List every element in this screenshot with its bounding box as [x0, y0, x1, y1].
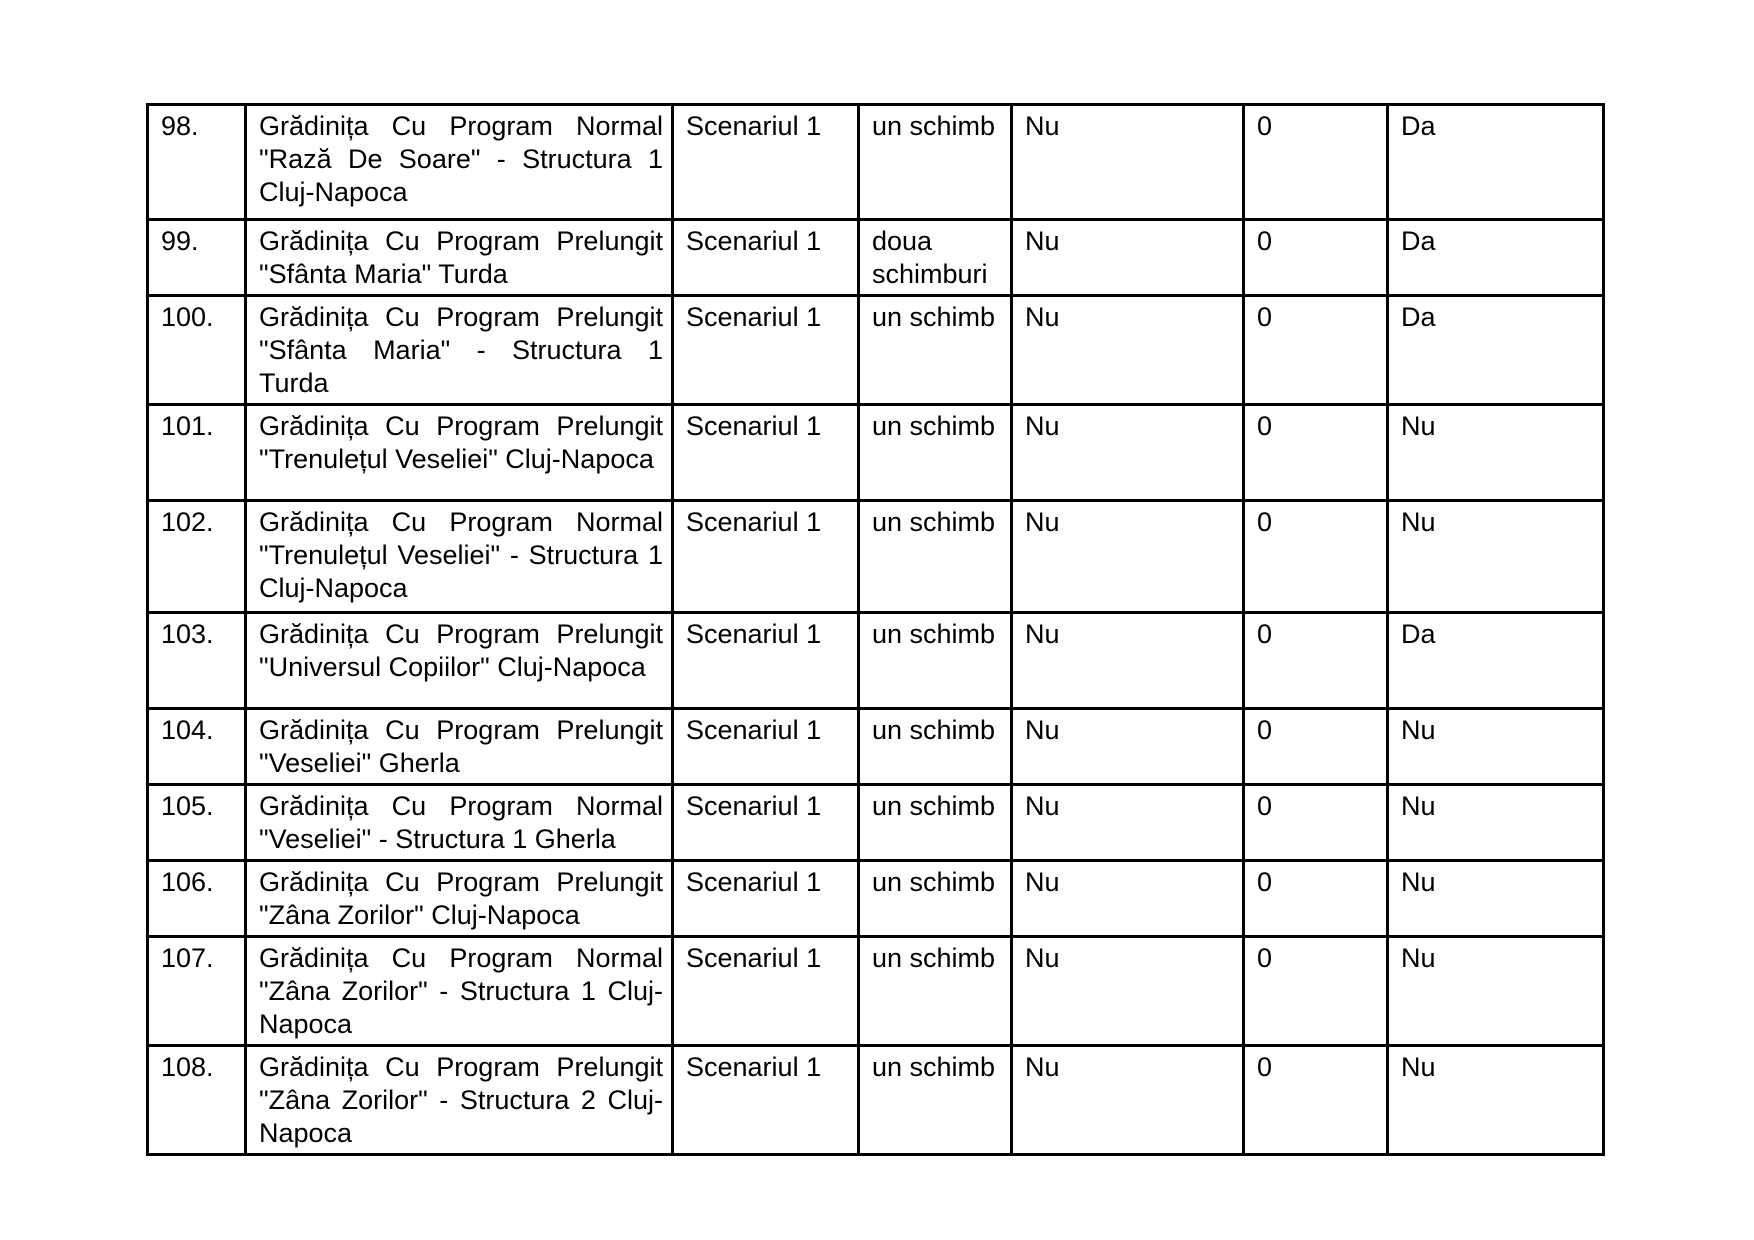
table-row — [148, 937, 1604, 1046]
shift-type-cell: un schimb — [859, 296, 1012, 405]
status-cell-7: Nu — [1388, 501, 1604, 613]
row-number-cell: 104. — [148, 709, 246, 785]
count-cell-6: 0 — [1244, 296, 1388, 405]
status-cell-7: Da — [1388, 220, 1604, 296]
status-cell-5: Nu — [1012, 785, 1244, 861]
count-cell-6: 0 — [1244, 501, 1388, 613]
table-row — [148, 220, 1604, 296]
status-cell-7: Nu — [1388, 861, 1604, 937]
scenario-cell: Scenariul 1 — [673, 709, 859, 785]
count-cell-6: 0 — [1244, 220, 1388, 296]
scenario-cell: Scenariul 1 — [673, 501, 859, 613]
shift-type-cell: un schimb — [859, 861, 1012, 937]
scenario-cell: Scenariul 1 — [673, 220, 859, 296]
scenario-cell: Scenariul 1 — [673, 613, 859, 709]
status-cell-5: Nu — [1012, 501, 1244, 613]
status-cell-5: Nu — [1012, 937, 1244, 1046]
table-row — [148, 1046, 1604, 1155]
count-cell-6: 0 — [1244, 937, 1388, 1046]
status-cell-5: Nu — [1012, 105, 1244, 220]
row-number-cell: 106. — [148, 861, 246, 937]
status-cell-7: Da — [1388, 613, 1604, 709]
institution-name-cell: Grădinița Cu Program Prelungit "Universul Copiilor" Cluj-Napoca — [246, 613, 673, 709]
shift-type-cell: un schimb — [859, 613, 1012, 709]
institution-name-cell: Grădinița Cu Program Prelungit "Zâna Zorilor" Cluj-Napoca — [246, 861, 673, 937]
institution-name-cell: Grădinița Cu Program Prelungit "Zâna Zorilor" - Structura 2 Cluj-Napoca — [246, 1046, 673, 1155]
institutions-table-body — [148, 105, 1604, 1155]
status-cell-5: Nu — [1012, 861, 1244, 937]
row-number-cell: 107. — [148, 937, 246, 1046]
scenario-cell: Scenariul 1 — [673, 105, 859, 220]
scenario-cell: Scenariul 1 — [673, 296, 859, 405]
institution-name-cell: Grădinița Cu Program Prelungit "Trenulețul Veseliei" Cluj-Napoca — [246, 405, 673, 501]
shift-type-cell: un schimb — [859, 405, 1012, 501]
institution-name-cell: Grădinița Cu Program Prelungit "Sfânta Maria" Turda — [246, 220, 673, 296]
status-cell-5: Nu — [1012, 405, 1244, 501]
institution-name-cell: Grădinița Cu Program Normal "Trenulețul Veseliei" - Structura 1 Cluj-Napoca — [246, 501, 673, 613]
count-cell-6: 0 — [1244, 613, 1388, 709]
count-cell-6: 0 — [1244, 1046, 1388, 1155]
status-cell-7: Nu — [1388, 1046, 1604, 1155]
count-cell-6: 0 — [1244, 861, 1388, 937]
institution-name-cell: Grădinița Cu Program Prelungit "Veseliei" Gherla — [246, 709, 673, 785]
shift-type-cell: un schimb — [859, 785, 1012, 861]
shift-type-cell: un schimb — [859, 1046, 1012, 1155]
row-number-cell: 101. — [148, 405, 246, 501]
row-number-cell: 100. — [148, 296, 246, 405]
count-cell-6: 0 — [1244, 105, 1388, 220]
count-cell-6: 0 — [1244, 709, 1388, 785]
status-cell-5: Nu — [1012, 613, 1244, 709]
institution-name-cell: Grădinița Cu Program Normal "Veseliei" - Structura 1 Gherla — [246, 785, 673, 861]
table-row — [148, 296, 1604, 405]
table-row — [148, 785, 1604, 861]
row-number-cell: 105. — [148, 785, 246, 861]
scenario-cell: Scenariul 1 — [673, 861, 859, 937]
table-row — [148, 861, 1604, 937]
row-number-cell: 102. — [148, 501, 246, 613]
status-cell-7: Nu — [1388, 709, 1604, 785]
shift-type-cell: doua schimburi — [859, 220, 1012, 296]
count-cell-6: 0 — [1244, 405, 1388, 501]
table-row — [148, 501, 1604, 613]
status-cell-5: Nu — [1012, 1046, 1244, 1155]
shift-type-cell: un schimb — [859, 105, 1012, 220]
table-row — [148, 405, 1604, 501]
institutions-table — [146, 103, 1605, 1156]
count-cell-6: 0 — [1244, 785, 1388, 861]
table-row — [148, 613, 1604, 709]
shift-type-cell: un schimb — [859, 709, 1012, 785]
table-row — [148, 105, 1604, 220]
status-cell-5: Nu — [1012, 709, 1244, 785]
status-cell-7: Nu — [1388, 405, 1604, 501]
table-row — [148, 709, 1604, 785]
scenario-cell: Scenariul 1 — [673, 1046, 859, 1155]
status-cell-7: Da — [1388, 105, 1604, 220]
institution-name-cell: Grădinița Cu Program Normal "Zâna Zorilor" - Structura 1 Cluj-Napoca — [246, 937, 673, 1046]
status-cell-7: Da — [1388, 296, 1604, 405]
status-cell-5: Nu — [1012, 220, 1244, 296]
status-cell-7: Nu — [1388, 937, 1604, 1046]
scenario-cell: Scenariul 1 — [673, 785, 859, 861]
row-number-cell: 108. — [148, 1046, 246, 1155]
row-number-cell: 103. — [148, 613, 246, 709]
row-number-cell: 98. — [148, 105, 246, 220]
scenario-cell: Scenariul 1 — [673, 405, 859, 501]
shift-type-cell: un schimb — [859, 501, 1012, 613]
institution-name-cell: Grădinița Cu Program Normal "Rază De Soare" - Structura 1 Cluj-Napoca — [246, 105, 673, 220]
status-cell-7: Nu — [1388, 785, 1604, 861]
institution-name-cell: Grădinița Cu Program Prelungit "Sfânta Maria" - Structura 1 Turda — [246, 296, 673, 405]
shift-type-cell: un schimb — [859, 937, 1012, 1046]
row-number-cell: 99. — [148, 220, 246, 296]
status-cell-5: Nu — [1012, 296, 1244, 405]
scenario-cell: Scenariul 1 — [673, 937, 859, 1046]
